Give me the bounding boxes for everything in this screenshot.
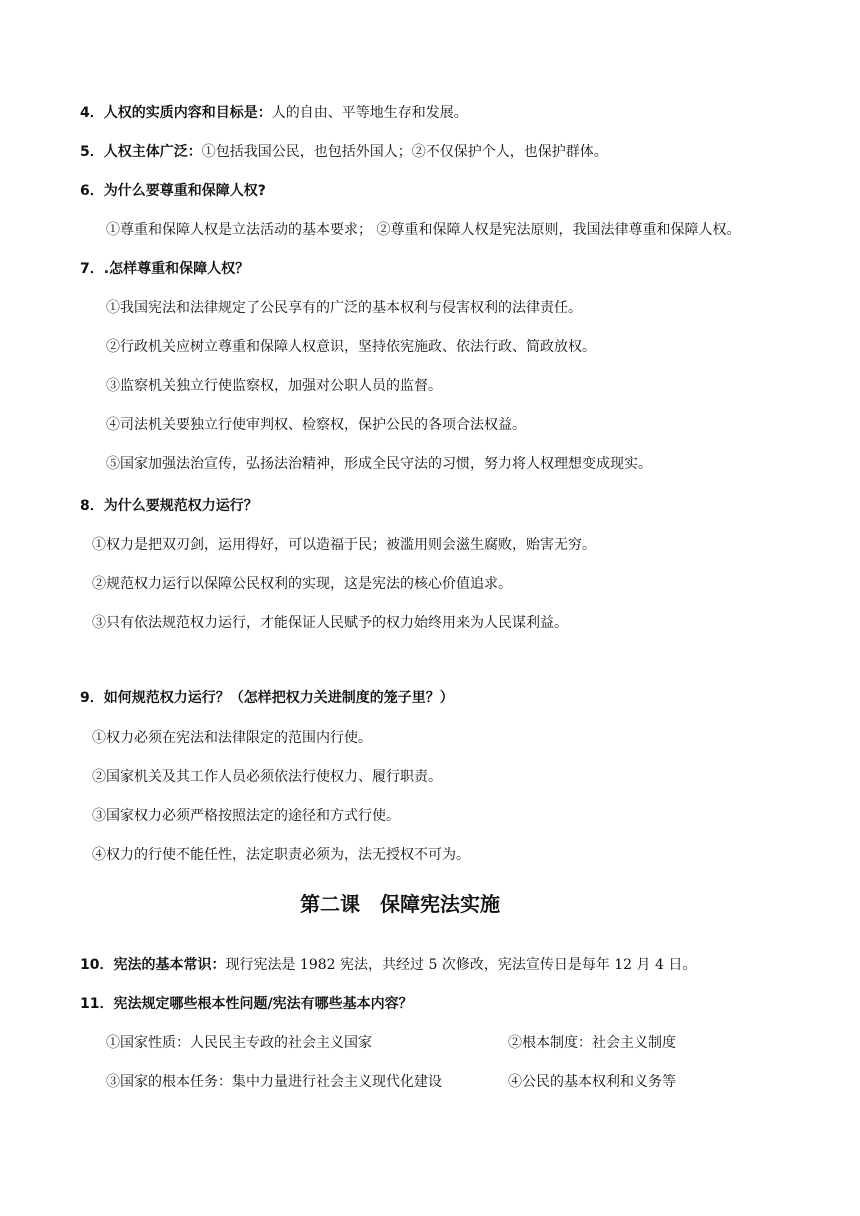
- answer-text: ①包括我国公民，也包括外国人；②不仅保护个人，也保护群体。: [201, 144, 608, 160]
- question-number: 7．: [80, 261, 104, 277]
- question-8-heading: [80, 497, 258, 515]
- question-9-heading: [80, 689, 454, 707]
- question-heading: 如何规范权力运行？（怎样把权力关进制度的笼子里？）: [103, 690, 454, 706]
- answer-text: 现行宪法是 1982 宪法，共经过 5 次修改，宪法宣传日是每年 12 月 4 日。: [225, 957, 697, 973]
- answer-item: ①我国宪法和法律规定了公民享有的广泛的基本权利与侵害权利的法律责任。: [106, 300, 582, 316]
- lesson-title: 第二课 保障宪法实施: [300, 892, 500, 916]
- question-number: 10．: [80, 957, 114, 973]
- question-7-heading: [80, 260, 249, 278]
- question-heading: 人权主体广泛：: [103, 144, 202, 160]
- answer-item: ②国家机关及其工作人员必须依法行使权力、履行职责。: [92, 769, 442, 785]
- question-number: 11．: [80, 996, 114, 1012]
- answer-item: ⑤国家加强法治宣传，弘扬法治精神，形成全民守法的习惯，努力将人权理想变成现实。: [106, 456, 652, 472]
- answer-item: ②规范权力运行以保障公民权利的实现，这是宪法的核心价值追求。: [92, 576, 512, 592]
- answer-item: ④司法机关要独立行使审判权、检察权，保护公民的各项合法权益。: [106, 417, 526, 433]
- question-heading: .怎样尊重和保障人权？: [103, 261, 250, 277]
- answer-item: ①权力是把双刃剑，运用得好，可以造福于民；被滥用则会滋生腐败，贻害无穷。: [92, 537, 596, 553]
- question-number: 9．: [80, 690, 104, 706]
- answer-item: ①国家性质：人民民主专政的社会主义国家: [106, 1035, 372, 1051]
- answer-item: ④权力的行使不能任性，法定职责必须为，法无授权不可为。: [92, 847, 470, 863]
- question-number: 5．: [80, 144, 104, 160]
- question-heading: 人权的实质内容和目标是：: [103, 105, 272, 121]
- question-number: 4．: [80, 105, 104, 121]
- question-heading: 宪法的基本常识：: [113, 957, 226, 973]
- question-heading: 为什么要尊重和保障人权?: [103, 183, 266, 199]
- question-heading: 为什么要规范权力运行？: [103, 498, 258, 514]
- answer-item: ②根本制度：社会主义制度: [508, 1035, 676, 1051]
- question-10: [80, 956, 696, 974]
- answer-item: ③只有依法规范权力运行，才能保证人民赋予的权力始终用来为人民谋利益。: [92, 615, 568, 631]
- question-11-heading: [80, 995, 413, 1013]
- answer-item: ④公民的基本权利和义务等: [508, 1074, 676, 1090]
- answer-item: ③国家权力必须严格按照法定的途径和方式行使。: [92, 808, 400, 824]
- answer-item: ①权力必须在宪法和法律限定的范围内行使。: [92, 730, 372, 746]
- answer-text: 人的自由、平等地生存和发展。: [271, 105, 468, 121]
- question-heading: 宪法规定哪些根本性问题/宪法有哪些基本内容？: [113, 996, 413, 1012]
- answer-item: ③国家的根本任务：集中力量进行社会主义现代化建设: [106, 1074, 442, 1090]
- question-number: 8．: [80, 498, 104, 514]
- question-number: 6．: [80, 183, 104, 199]
- answer-item: ③监察机关独立行使监察权，加强对公职人员的监督。: [106, 378, 442, 394]
- answer-item: ②行政机关应树立尊重和保障人权意识，坚持依宪施政、依法行政、简政放权。: [106, 339, 596, 355]
- question-4: [80, 104, 468, 122]
- question-6-heading: [80, 182, 266, 200]
- question-5: [80, 143, 608, 161]
- answer-item: ①尊重和保障人权是立法活动的基本要求； ②尊重和保障人权是宪法原则，我国法律尊重和保障人权。: [106, 222, 741, 238]
